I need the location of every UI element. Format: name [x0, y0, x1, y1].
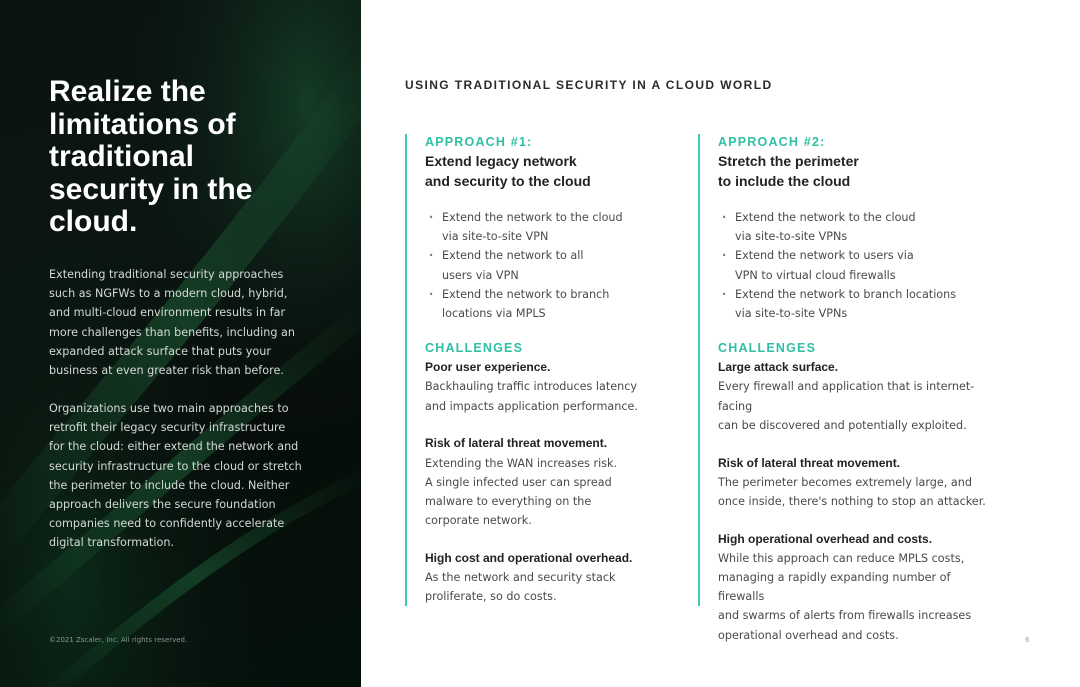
challenges-label: CHALLENGES [425, 341, 524, 356]
approach-2-column [698, 134, 988, 642]
approach-label: APPROACH #1: [425, 135, 533, 149]
accent-bar [405, 134, 407, 606]
bullet-item: · Extend the network to branch locations via MPLS [425, 285, 700, 323]
challenge-body: While this approach can reduce MPLS costs, managing a rapidly expanding number of firewalls and swarms of alerts from firewalls increases operational overhead and costs. [718, 551, 972, 642]
panel-heading: Realize the limitations of traditional security in the cloud. [49, 75, 253, 238]
accent-bar [698, 134, 700, 606]
page-number: 6 [1025, 636, 1030, 644]
intro-paragraph-2: Organizations use two main approaches to retrofit their legacy security infrastructure for the cloud: either extend the network and security infrastructure to the cloud or stretch the perimeter to include the cloud. Neither approach delivers the secure foundation companies need to confidently accelerate digital transformation. [49, 402, 302, 550]
approach-label: APPROACH #2: [718, 135, 826, 149]
challenge-title: Risk of lateral threat movement. [718, 455, 901, 470]
approach-subhead: Extend legacy network and security to the cloud [425, 153, 591, 189]
intro-paragraph-1: Extending traditional security approaches such as NGFWs to a modern cloud, hybrid, and multi-cloud environment results in far more challenges than benefits, including an expanded attack surface that puts your business at even greater risk than before. [49, 268, 295, 378]
challenge-body: Every firewall and application that is internet-facing can be discovered and potentially exploited. [718, 380, 975, 432]
bullet-item: · Extend the network to the cloud via site-to-site VPN [425, 208, 700, 246]
copyright-text: ©2021 Zscaler, Inc. All rights reserved. [49, 636, 188, 644]
challenge-item [718, 530, 993, 645]
challenge-body: As the network and security stack proliferate, so do costs. [425, 571, 616, 604]
challenge-item [425, 549, 700, 607]
challenge-item [718, 358, 993, 435]
challenge-title: Risk of lateral threat movement. [425, 436, 608, 451]
challenge-body: Extending the WAN increases risk. A single infected user can spread malware to everything on the corporate network. [425, 456, 618, 528]
challenge-title: Large attack surface. [718, 360, 839, 375]
challenge-title: High cost and operational overhead. [425, 550, 633, 565]
challenge-title: High operational overhead and costs. [718, 531, 933, 546]
bullet-item: · Extend the network to all users via VPN [425, 246, 700, 284]
section-title: USING TRADITIONAL SECURITY IN A CLOUD WORLD [405, 78, 773, 92]
bullet-item: · Extend the network to the cloud via site-to-site VPNs [718, 208, 993, 246]
bullet-item: · Extend the network to users via VPN to virtual cloud firewalls [718, 246, 993, 284]
approach-bullets [718, 208, 993, 323]
challenge-body: The perimeter becomes extremely large, and once inside, there's nothing to stop an attacker. [718, 475, 986, 508]
left-panel [0, 0, 361, 687]
challenge-item [718, 454, 993, 512]
challenges-label: CHALLENGES [718, 341, 817, 356]
challenge-body: Backhauling traffic introduces latency and impacts application performance. [425, 380, 638, 413]
challenge-item [425, 434, 700, 530]
bullet-item: · Extend the network to branch locations via site-to-site VPNs [718, 285, 993, 323]
approach-subhead: Stretch the perimeter to include the cloud [718, 153, 859, 189]
challenge-item [425, 358, 700, 416]
approach-1-column [405, 134, 695, 606]
challenge-title: Poor user experience. [425, 360, 551, 375]
approach-bullets [425, 208, 700, 323]
